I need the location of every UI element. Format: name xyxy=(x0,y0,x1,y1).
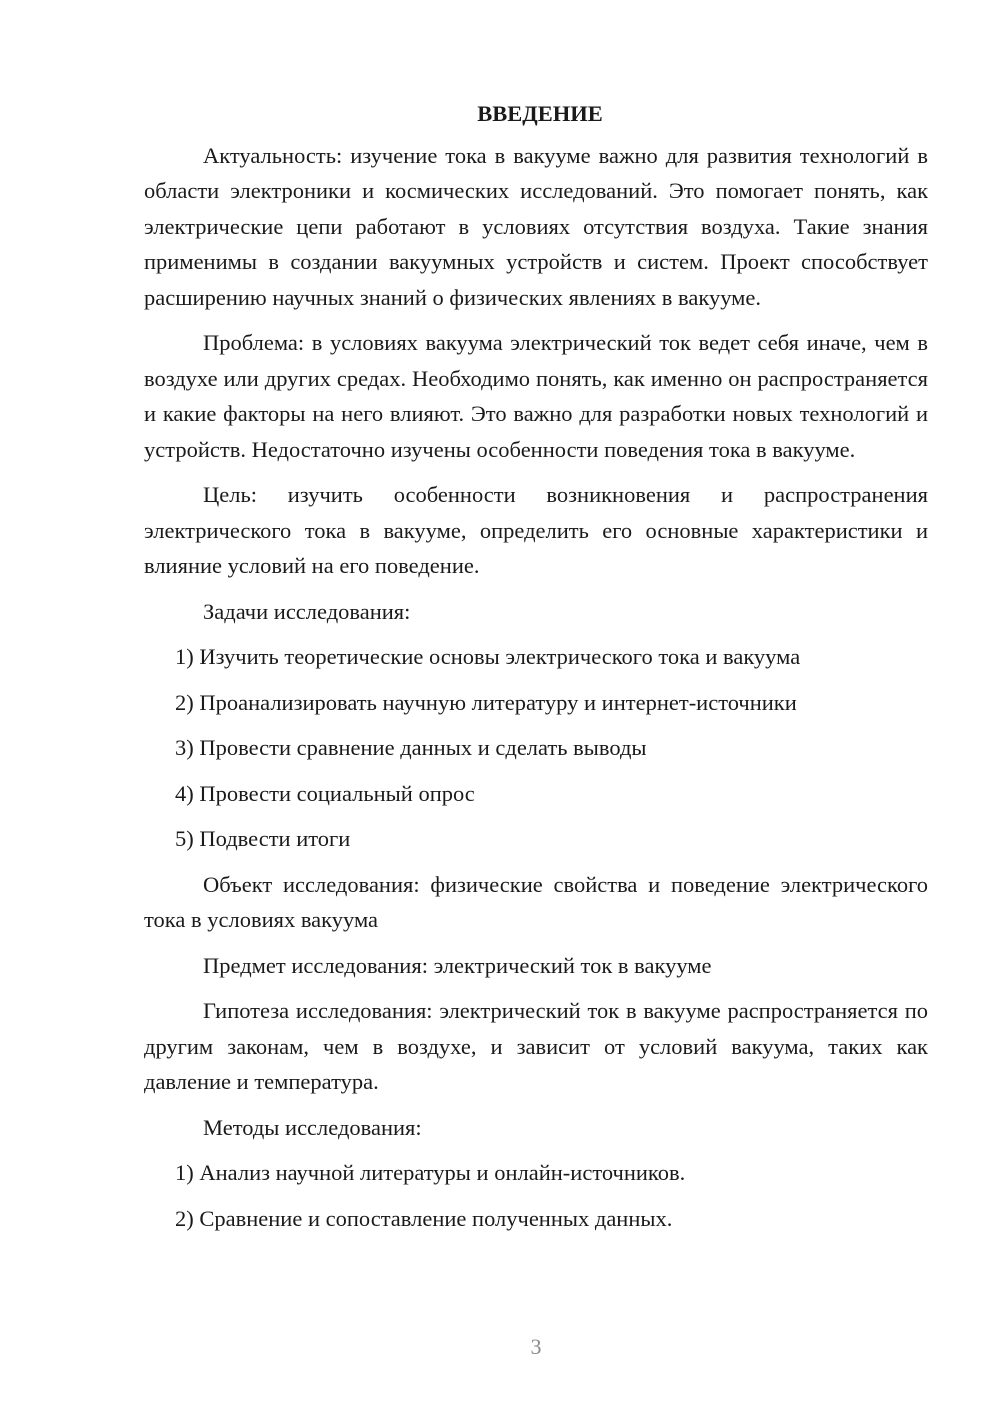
task-item: 1) Изучить теоретические основы электрического тока и вакуума xyxy=(175,644,801,669)
task-item: 3) Провести сравнение данных и сделать выводы xyxy=(175,735,647,760)
methods-list xyxy=(144,1155,928,1236)
tasks-title: Задачи исследования: xyxy=(203,598,411,624)
method-item: 1) Анализ научной литературы и онлайн-источников. xyxy=(175,1160,686,1185)
object-paragraph: Объект исследования: физические свойства и поведение электрического тока в условиях вакуума xyxy=(144,871,928,932)
problem-paragraph: Проблема: в условиях вакуума электрический ток ведет себя иначе, чем в воздухе или других средах. Необходимо понять, как именно он распространяется и какие факторы на него влияют. Это важно для разработки новых технологий и устройств. Недостаточно изучены особенности поведения тока в вакууме. xyxy=(144,330,928,462)
page-number: 3 xyxy=(530,1334,542,1359)
hypothesis-paragraph: Гипотеза исследования: электрический ток в вакууме распространяется по другим законам, чем в воздухе, и зависит от условий вакуума, таких как давление и температура. xyxy=(144,998,928,1094)
task-item: 5) Подвести итоги xyxy=(175,826,351,851)
methods-title: Методы исследования: xyxy=(203,1114,422,1140)
page-content xyxy=(144,96,928,1246)
subject-paragraph: Предмет исследования: электрический ток в вакууме xyxy=(203,952,712,978)
task-item: 2) Проанализировать научную литературу и интернет-источники xyxy=(175,689,797,715)
relevance-paragraph: Актуальность: изучение тока в вакууме важно для развития технологий в области электроники и космических исследований. Это помогает понять, как электрические цепи работают в условиях отсутствия воздуха. Такие знания применимы в создании вакуумных устройств и систем. Проект способствует расширению научных знаний о физических явлениях в вакууме. xyxy=(144,142,928,310)
tasks-list xyxy=(144,639,928,857)
method-item: 2) Сравнение и сопоставление полученных данных. xyxy=(175,1205,673,1231)
task-item: 4) Провести социальный опрос xyxy=(175,780,475,806)
section-heading: ВВЕДЕНИЕ xyxy=(477,101,603,126)
goal-paragraph: Цель: изучить особенности возникновения и распространения электрического тока в вакууме, определить его основные характеристики и влияние условий на его поведение. xyxy=(144,482,928,578)
